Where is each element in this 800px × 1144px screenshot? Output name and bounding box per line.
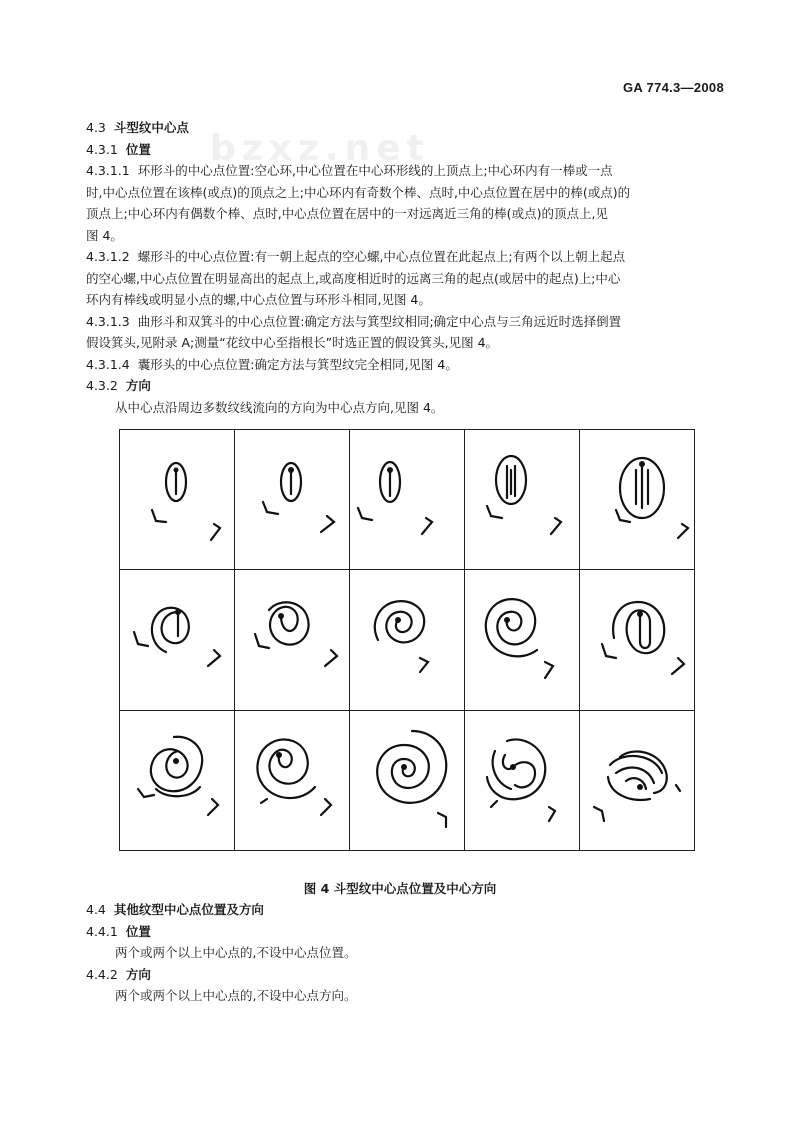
figure-cell: [235, 710, 350, 850]
figure-cell: [235, 570, 350, 710]
whorl-diagram: [350, 570, 464, 709]
heading-4-3-1: 4.3.1 位置: [86, 141, 151, 157]
figure-cell: [580, 430, 695, 570]
whorl-diagram: [120, 570, 234, 709]
para-4-3-1-1-line-3: 顶点上;中心环内有偶数个棒、点时,中心点位置在居中的一对远离近三角的棒(或点)的顶点上,见: [86, 206, 608, 221]
document-number: GA 774.3—2008: [623, 80, 724, 95]
whorl-diagram: [350, 430, 464, 569]
whorl-diagram: [465, 711, 579, 850]
para-4-3-1-2-line-1: 4.3.1.2 螺形斗的中心点位置:有一朝上起点的空心螺,中心点位置在此起点上;有两个以上朝上起点: [86, 249, 626, 264]
para-4-3-1-3-line-1: 4.3.1.3 曲形斗和双箕斗的中心点位置:确定方法与箕型纹相同;确定中心点与三角远近时选择倒置: [86, 313, 622, 329]
figure-cell: [465, 710, 580, 850]
para-4-3-1-2-line-2: 的空心螺,中心点位置在明显高出的起点上,或高度相近时的远离三角的起点(或居中的起点)上;中心: [86, 270, 621, 286]
whorl-diagram: [350, 711, 464, 850]
whorl-diagram: [580, 711, 694, 850]
figure-cell: [120, 430, 235, 570]
para-4-4-1: 两个或两个以上中心点的,不设中心点位置。: [115, 945, 357, 960]
figure-row-1: [120, 430, 695, 570]
para-4-3-2: 从中心点沿周边多数纹线流向的方向为中心点方向,见图 4。: [115, 399, 444, 415]
figure-row-3: [120, 710, 695, 850]
para-4-3-1-1-line-1: 4.3.1.1 环形斗的中心点位置:空心环,中心位置在中心环形线的上顶点上;中心环内有一棒或一点: [86, 163, 613, 178]
figure-cell: [120, 710, 235, 850]
figure-cell: [465, 570, 580, 710]
heading-4-3-2: 4.3.2 方向: [86, 378, 151, 393]
figure-4-grid: [119, 429, 695, 851]
whorl-diagram: [235, 430, 349, 569]
figure-cell: [580, 710, 695, 850]
para-4-3-1-2-line-3: 环内有棒线或明显小点的螺,中心点位置与环形斗相同,见图 4。: [86, 292, 431, 307]
figure-cell: [350, 570, 465, 710]
whorl-diagram: [235, 711, 349, 850]
heading-4-4-1: 4.4.1 位置: [86, 923, 151, 939]
whorl-diagram: [120, 711, 234, 850]
figure-cell: [580, 570, 695, 710]
figure-cell: [120, 570, 235, 710]
whorl-diagram: [580, 570, 694, 709]
figure-cell: [235, 430, 350, 570]
para-4-3-1-1-line-4: 图 4。: [86, 227, 123, 243]
whorl-diagram: [465, 570, 579, 709]
figure-caption: 图 4 斗型纹中心点位置及中心方向: [303, 881, 497, 896]
whorl-diagram: [580, 430, 694, 569]
watermark: bzxz.net: [210, 128, 430, 169]
whorl-diagram: [235, 570, 349, 709]
heading-4-4: 4.4 其他纹型中心点位置及方向: [86, 902, 264, 917]
figure-cell: [350, 430, 465, 570]
body-text: [86, 117, 726, 418]
figure-row-2: [120, 570, 695, 710]
whorl-diagram: [465, 430, 579, 569]
para-4-3-1-3-line-2: 假设箕头,见附录 A;测量“花纹中心至指根长”时选正置的假设箕头,见图 4。: [86, 335, 499, 350]
body-text-continued: [86, 899, 726, 1007]
figure-cell: [350, 710, 465, 850]
heading-4-4-2: 4.4.2 方向: [86, 966, 151, 982]
figure-cell: [465, 430, 580, 570]
para-4-4-2: 两个或两个以上中心点的,不设中心点方向。: [115, 988, 357, 1003]
heading-4-3: 4.3 斗型纹中心点: [86, 120, 189, 135]
whorl-diagram: [120, 430, 234, 569]
para-4-3-1-4: 4.3.1.4 囊形头的中心点位置:确定方法与箕型纹完全相同,见图 4。: [86, 356, 458, 372]
para-4-3-1-1-line-2: 时,中心点位置在该棒(或点)的顶点之上;中心环内有奇数个棒、点时,中心点位置在居中的棒(或点)的: [86, 184, 631, 200]
